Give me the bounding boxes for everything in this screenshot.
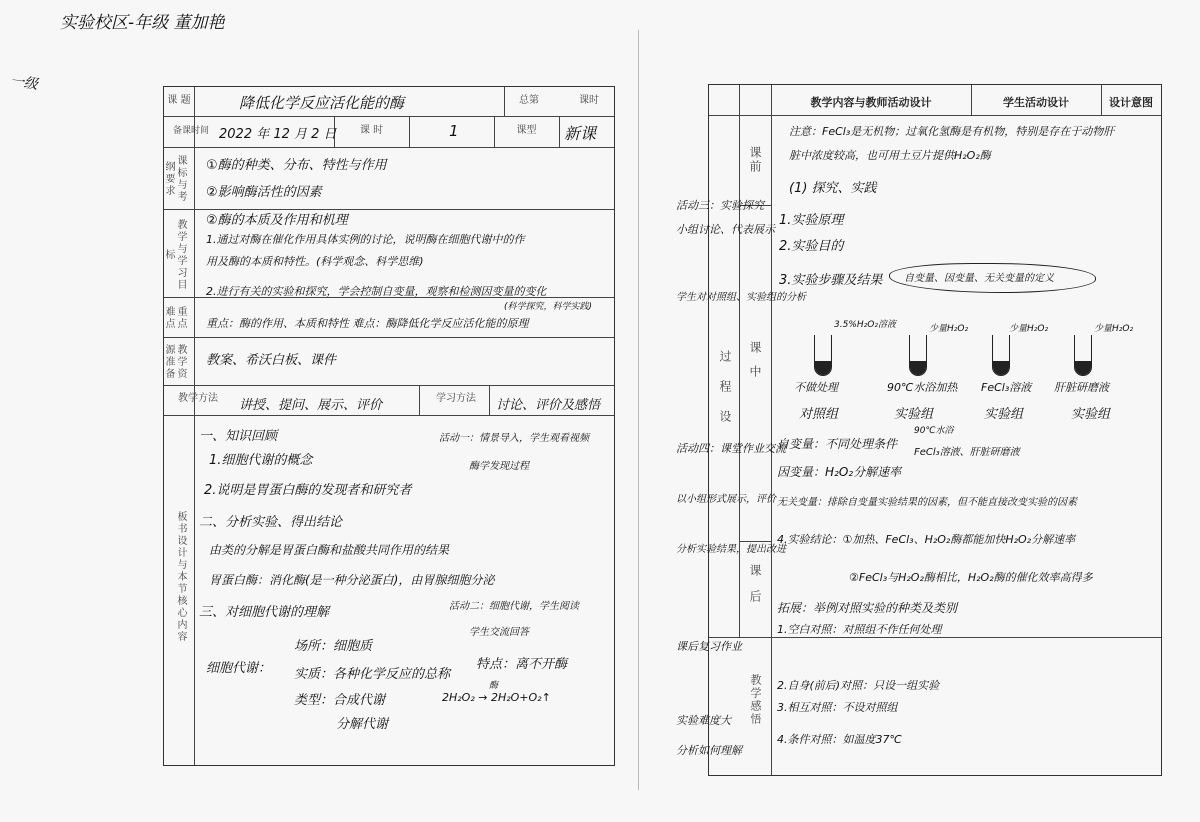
date-value: 2022 年 12 月 2 日 (219, 127, 337, 142)
row-divider (164, 385, 614, 386)
board-line-2: 1.细胞代谢的概念 (209, 453, 313, 468)
standard-line-1: ①酶的种类、分布、特性与作用 (206, 158, 387, 173)
label-reflection: 教学感悟 (749, 674, 762, 726)
tube-treat-3: FeCl₃溶液 (981, 381, 1032, 394)
note-line-1: 注意：FeCl₃是无机物；过氧化氢酶是有机物，特别是存在于动物肝 (789, 125, 1115, 138)
label-learn-method: 学习方法 (436, 393, 476, 404)
row-divider (164, 147, 614, 148)
step-procedure: 3.实验步骤及结果 (779, 273, 883, 288)
extension: 拓展：举例对照实验的种类及类别 (777, 601, 958, 615)
after-class-homework: 课后复习作业 (676, 640, 742, 653)
type-value: 新课 (564, 124, 597, 143)
board-line-5: 由类的分解是胃蛋白酶和盐酸共同作用的结果 (209, 543, 450, 557)
goal-line-2: 1.通过对酶在催化作用具体实例的讨论，说明酶在细胞代谢中的作 (206, 233, 525, 246)
control-var: 无关变量：排除自变量实验结果的因素，但不能直接改变实验的因素 (777, 497, 1077, 508)
goal-line-1: ②酶的本质及作用和机理 (206, 213, 348, 228)
column-divider (559, 116, 560, 147)
header-intent: 设计意图 (1109, 96, 1153, 109)
board-line-12: 分解代谢 (336, 717, 389, 732)
label-total: 总第 (519, 95, 539, 106)
extension-3: 3.相互对照：不设对照组 (777, 701, 898, 714)
label-resources: 教学资源准备 (163, 344, 186, 380)
board-line-1: 一、知识回顾 (199, 429, 278, 444)
activity-two-note-2: 学生交流回答 (469, 627, 529, 638)
resource-line: 教案、希沃白板、课件 (206, 353, 337, 368)
side-note: 一级 (8, 73, 39, 93)
activity-four: 活动四：课堂作业交流 (676, 442, 786, 455)
header-note: 实验校区-年级 董加艳 (60, 13, 225, 33)
label-during-class: 课中 (748, 341, 762, 389)
test-tube-fecl3 (992, 335, 1010, 376)
label-lesson: 课 时 (359, 125, 384, 136)
test-tube-control (814, 335, 832, 376)
label-after-class: 课后 (748, 564, 762, 616)
board-line-3: 2.说明是胃蛋白酶的发现者和研究者 (204, 483, 412, 498)
lesson-plan-table-left (163, 86, 615, 766)
conclusion-1: 4.实验结论：①加热、FeCl₃、H₂O₂酶都能加快H₂O₂分解速率 (777, 533, 1076, 546)
label-goals: 教学与学习目标 (163, 219, 186, 291)
reflection-note-2: 分析如何理解 (676, 744, 742, 757)
column-divider (504, 87, 505, 116)
independent-var: 自变量：不同处理条件 (777, 437, 898, 451)
label-before-class: 课前 (748, 146, 762, 174)
extension-2: 2.自身(前后)对照：只设一组实验 (777, 679, 940, 692)
row-divider (164, 116, 614, 117)
tube-treat-2: 90℃水浴加热 (887, 381, 958, 394)
reaction-catalyst: 酶 (489, 681, 499, 691)
standard-line-2: ②影响酶活性的因素 (206, 185, 322, 200)
label-process: 过程设 (718, 350, 732, 440)
column-divider (494, 116, 495, 147)
step-principle: 1.实验原理 (779, 213, 844, 228)
section-explore: (1) 探究、实践 (789, 181, 877, 196)
label-key: 重点难点 (163, 306, 186, 330)
page-fold-divider (638, 30, 639, 790)
activity-three-3: 学生对对照组、实验组的分析 (676, 292, 806, 303)
label-teach-method: 教学方法 (178, 393, 218, 404)
teach-method-value: 讲授、提问、展示、评价 (239, 398, 383, 413)
row-divider (709, 115, 1161, 116)
reaction-equation: 2H₂O₂ → 2H₂O+O₂↑ (442, 691, 551, 704)
tube-treat-4: 肝脏研磨液 (1054, 381, 1109, 394)
tube-label-h2o2-b: 少量H₂O₂ (1009, 324, 1049, 334)
board-line-4: 二、分析实验、得出结论 (199, 515, 343, 530)
tube-label-solution: 3.5%H₂O₂溶液 (834, 320, 896, 330)
reflection-note-1: 实验难度大 (676, 714, 731, 727)
label-standard: 课标与考纲要求 (163, 155, 186, 203)
activity-four-2: 以小组形式展示，评价 (676, 494, 776, 505)
test-tube-heat (909, 335, 927, 376)
activity-one-note: 活动一：情景导入，学生观看视频 (439, 433, 589, 444)
goal-line-5: (科学探究，科学实践) (504, 302, 593, 312)
label-type: 课型 (516, 125, 537, 136)
independent-var-detail-1: 90℃水浴 (914, 426, 954, 436)
dependent-var: 因变量：H₂O₂分解速率 (777, 465, 902, 479)
extension-4: 4.条件对照：如温度37℃ (777, 733, 902, 746)
goal-line-3: 用及酶的本质和特性。(科学观念、科学思维) (206, 255, 424, 268)
label-period: 课时 (579, 95, 599, 106)
group-exp-1: 实验组 (894, 407, 934, 422)
tube-label-h2o2-a: 少量H₂O₂ (929, 324, 969, 334)
column-divider (409, 116, 410, 147)
column-divider (771, 85, 772, 775)
row-divider (709, 637, 1161, 638)
topic-value: 降低化学反应活化能的酶 (239, 94, 405, 112)
extension-1: 1.空白对照：对照组不作任何处理 (777, 623, 942, 636)
tube-label-h2o2-c: 少量H₂O₂ (1094, 324, 1134, 334)
key-line: 重点：酶的作用、本质和特性 难点：酶降低化学反应活化能的原理 (206, 317, 529, 330)
header-content: 教学内容与教师活动设计 (810, 96, 932, 109)
activity-one-note-2: 酶学发现过程 (469, 461, 529, 472)
board-line-8: 细胞代谢： (206, 661, 272, 676)
variable-definition: 自变量、因变量、无关变量的定义 (904, 273, 1054, 284)
conclusion-2: ②FeCl₃与H₂O₂酶相比，H₂O₂酶的催化效率高得多 (849, 571, 1093, 584)
board-line-9: 场所：细胞质 (294, 639, 373, 654)
label-board: 板书设计与本节核心内容 (175, 511, 186, 643)
column-divider (419, 385, 420, 415)
lesson-value: 1 (449, 122, 459, 140)
activity-four-3: 分析实验结果，提出改进 (676, 544, 786, 555)
column-divider (489, 385, 490, 415)
board-line-6: 胃蛋白酶：消化酶(是一种分泌蛋白)，由胃腺细胞分泌 (209, 573, 495, 587)
group-control: 对照组 (799, 407, 839, 422)
label-topic: 课 题 (167, 95, 191, 106)
activity-three-2: 小组讨论、代表展示 (676, 223, 775, 236)
activity-three: 活动三：实验探究 (676, 199, 764, 212)
board-line-11: 类型：合成代谢 (294, 693, 386, 708)
group-exp-3: 实验组 (1071, 407, 1111, 422)
header-student: 学生活动设计 (1003, 96, 1069, 109)
column-divider (194, 87, 195, 765)
activity-two-note: 活动二：细胞代谢，学生阅读 (449, 601, 579, 612)
note-line-2: 脏中浓度较高，也可用土豆片提供H₂O₂酶 (789, 149, 991, 162)
learn-method-value: 讨论、评价及感悟 (496, 398, 601, 413)
group-exp-2: 实验组 (984, 407, 1024, 422)
goal-line-4: 2.进行有关的实验和探究，学会控制自变量，观察和检测因变量的变化 (206, 285, 547, 298)
board-line-10: 实质：各种化学反应的总称 (294, 667, 451, 682)
tube-treat-1: 不做处理 (794, 381, 838, 394)
lesson-plan-table-right (708, 84, 1162, 776)
board-line-7: 三、对细胞代谢的理解 (199, 605, 330, 620)
board-line-13: 特点：离不开酶 (476, 657, 568, 672)
independent-var-detail-2: FeCl₃溶液、肝脏研磨液 (914, 447, 1020, 458)
test-tube-liver (1074, 335, 1092, 376)
row-divider (164, 337, 614, 338)
label-prep-time: 备课时间 (172, 126, 209, 136)
step-purpose: 2.实验目的 (779, 239, 844, 254)
row-divider (164, 415, 614, 416)
